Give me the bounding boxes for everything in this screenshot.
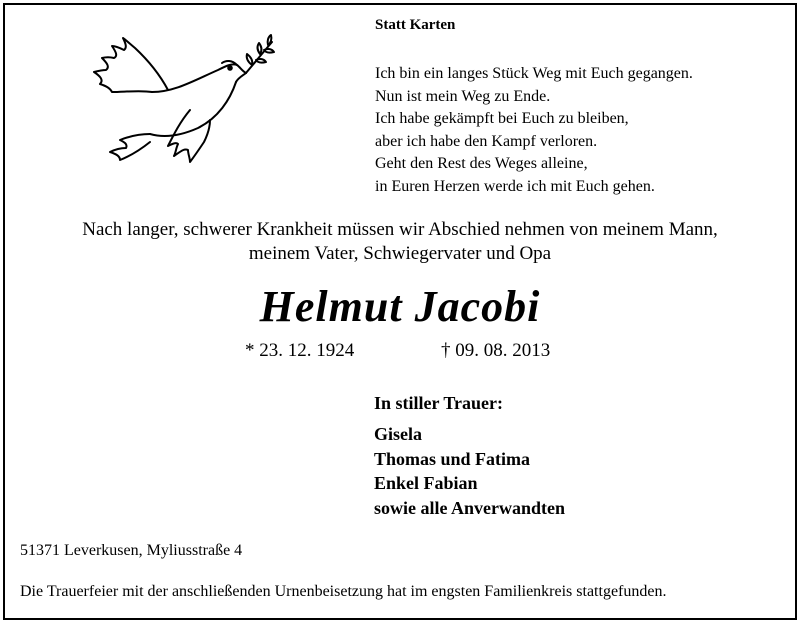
poem-line: Ich habe gekämpft bei Euch zu bleiben,	[375, 110, 629, 127]
dove-with-olive-branch-icon	[80, 30, 290, 170]
mourner-name: Thomas und Fatima	[374, 448, 531, 469]
mourner-name: Enkel Fabian	[374, 473, 478, 493]
deceased-name: Helmut Jacobi	[259, 282, 541, 331]
mourner-name: sowie alle Anverwandten	[374, 497, 565, 518]
poem-line: aber ich habe den Kampf verloren.	[375, 132, 598, 150]
mourners-list	[374, 422, 565, 520]
poem	[375, 63, 693, 198]
statt-karten-label: Statt Karten	[375, 17, 456, 33]
death-date: † 09. 08. 2013	[441, 340, 551, 361]
birth-date: * 23. 12. 1924	[245, 340, 355, 361]
address: 51371 Leverkusen, Myliusstraße 4	[20, 542, 243, 559]
intro-text	[0, 218, 800, 266]
intro-line-2: meinem Vater, Schwiegervater und Opa	[248, 243, 552, 264]
poem-line: in Euren Herzen werde ich mit Euch gehen.	[375, 177, 655, 195]
mourning-heading: In stiller Trauer:	[374, 393, 503, 413]
mourner-name: Gisela	[374, 424, 422, 444]
funeral-note: Die Trauerfeier mit der anschließenden Urnenbeisetzung hat im engsten Familienkreis stattgefunden.	[20, 583, 667, 600]
poem-line: Geht den Rest des Weges alleine,	[375, 155, 588, 172]
poem-line: Nun ist mein Weg zu Ende.	[375, 87, 551, 105]
intro-line-1: Nach langer, schwerer Krankheit müssen wir Abschied nehmen von meinem Mann,	[82, 219, 718, 240]
poem-line: Ich bin ein langes Stück Weg mit Euch gegangen.	[375, 65, 693, 82]
